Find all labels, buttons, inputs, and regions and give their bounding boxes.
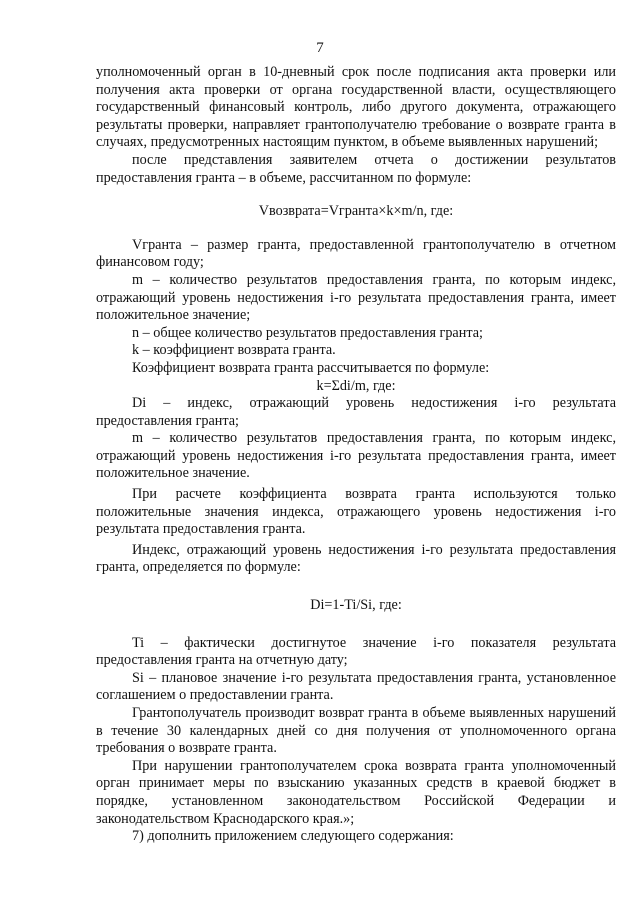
page-number: 7 <box>316 40 324 56</box>
paragraph: m – количество результатов предоставления гранта, по которым индекс, отражающий уровень недостижения i-го результата предоставления гранта, имеет положительное значение; <box>96 271 616 324</box>
paragraph: Индекс, отражающий уровень недостижения i-го результата предоставления гранта, определяется по формуле: <box>96 541 616 576</box>
formula-refund-volume: Vвозврата=Vгранта×k×m/n, где: <box>258 203 454 220</box>
paragraph: Грантополучатель производит возврат гранта в объеме выявленных нарушений в течение 30 календарных дней со дня получения от уполномоченного органа требования о возврате гранта. <box>96 705 616 757</box>
paragraph: n – общее количество результатов предоставления гранта; <box>132 324 483 341</box>
paragraph: Si – плановое значение i-го результата предоставления гранта, установленное соглашением о предоставлении гранта. <box>96 669 616 704</box>
paragraph: после представления заявителем отчета о достижении результатов предоставления гранта – в объеме, рассчитанном по формуле: <box>96 151 616 186</box>
formula-index: Di=1-Ti/Si, где: <box>310 597 402 614</box>
document-body <box>96 64 616 846</box>
paragraph: Vгранта – размер гранта, предоставленной грантополучателю в отчетном финансовом году; <box>96 236 616 271</box>
paragraph: m – количество результатов предоставления гранта, по которым индекс, отражающий уровень недостижения i-го результата предоставления гранта, имеет положительное значение. <box>96 430 616 482</box>
paragraph: k – коэффициент возврата гранта. <box>132 342 336 359</box>
paragraph: Коэффициент возврата гранта рассчитывается по формуле: <box>132 359 490 376</box>
paragraph: Di – индекс, отражающий уровень недостижения i-го результата предоставления гранта; <box>96 395 616 429</box>
paragraph: уполномоченный орган в 10-дневный срок после подписания акта проверки или получения акта проверки от органа государственной власти, осуществляющего государственный финансовый контроль, либо другого документа, отражающего результаты проверки, направляет грантополучателю требование о возврате гранта в случаях, предусмотренных настоящим пунктом, в объеме выявленных нарушений; <box>96 64 616 151</box>
paragraph: При нарушении грантополучателем срока возврата гранта уполномоченный орган принимает меры по взысканию указанных средств в краевой бюджет в порядке, установленном законодательством Российской Федерации и законодательством Краснодарского края.»; <box>96 757 616 827</box>
formula-coefficient: k=Σdi/m, где: <box>316 377 396 394</box>
paragraph: При расчете коэффициента возврата гранта используются только положительные значения индекса, отражающего уровень недостижения i-го результата предоставления гранта. <box>96 486 616 538</box>
paragraph: Ti – фактически достигнутое значение i-го показателя результата предоставления гранта на отчетную дату; <box>96 634 616 669</box>
paragraph: 7) дополнить приложением следующего содержания: <box>132 828 454 845</box>
